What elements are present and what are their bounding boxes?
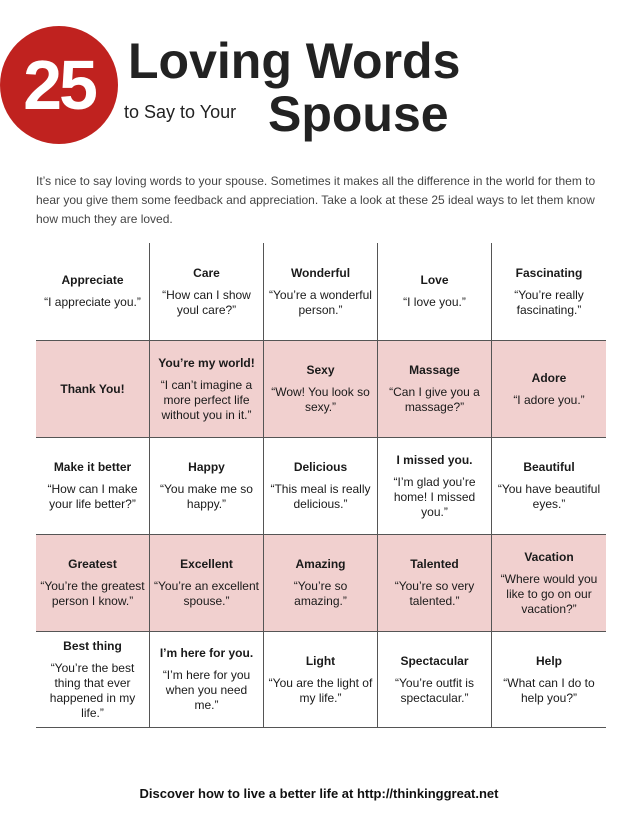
phrase-quote: “Where would you like to go on our vacation?” (500, 571, 598, 616)
phrase-cell (378, 534, 492, 631)
phrase-cell (264, 534, 378, 631)
page-subtitle-emphasis: Spouse (268, 86, 449, 142)
phrases-grid (36, 243, 606, 728)
phrase-title: Light (305, 653, 336, 668)
phrase-cell (264, 243, 378, 340)
phrase-title: Talented (410, 557, 459, 571)
phrase-cell (36, 340, 150, 437)
phrase-quote: “I appreciate you.” (44, 295, 141, 309)
phrase-cell (264, 631, 378, 728)
phrase-quote: “You’re the greatest person I know.” (40, 579, 145, 608)
phrase-cell (150, 437, 264, 534)
phrase-cell (264, 340, 378, 437)
phrase-quote: “You’re the best thing that ever happened in my life.” (49, 660, 136, 720)
phrase-quote: “How can I make your life better?” (47, 482, 138, 511)
phrase-quote: “You’re outfit is spectacular.” (395, 675, 474, 705)
phrase-title: Amazing (295, 557, 346, 571)
phrase-cell (378, 437, 492, 534)
phrase-title: Appreciate (61, 273, 124, 287)
header (0, 0, 638, 170)
phrase-title: Thank You! (60, 381, 125, 396)
intro-paragraph: It’s nice to say loving words to your spouse. Sometimes it makes all the difference in the world for them to hear you give them some feedback and appreciation. Take a look at these 25 ideal ways to let them know how much they are loved. (36, 174, 596, 226)
phrase-cell (492, 243, 606, 340)
phrase-title: Wonderful (290, 265, 351, 280)
phrase-quote: “Can I give you a massage?” (389, 385, 480, 414)
phrase-quote: “You’re a wonderful person.” (269, 287, 372, 317)
phrase-title: You’re my world! (158, 355, 255, 370)
phrase-title: Beautiful (523, 460, 575, 474)
phrase-quote: “You’re an excellent spouse.” (154, 579, 259, 608)
phrase-cell (492, 631, 606, 728)
phrase-title: Delicious (293, 460, 348, 474)
phrase-quote: “Wow! You look so sexy.” (271, 385, 370, 414)
phrase-title: Happy (188, 460, 225, 474)
phrase-title: I’m here for you. (159, 646, 254, 660)
phrase-title: Adore (531, 370, 567, 385)
phrase-cell (36, 534, 150, 631)
phrase-quote: “You’re really fascinating.” (514, 287, 584, 317)
phrase-title: I missed you. (396, 452, 473, 467)
phrase-cell (492, 534, 606, 631)
phrase-quote: “How can I show youl care?” (162, 287, 251, 317)
phrase-title: Fascinating (515, 265, 583, 280)
phrase-quote: “I’m glad you’re home! I missed you.” (393, 474, 476, 519)
phrase-title: Love (420, 273, 449, 287)
number-badge: 25 (0, 26, 118, 144)
phrase-cell (36, 437, 150, 534)
phrase-quote: “This meal is really delicious.” (270, 482, 371, 511)
phrase-quote: “I’m here for you when you need me.” (162, 668, 251, 712)
phrase-quote: “You’re so very talented.” (394, 579, 475, 608)
phrase-quote: “What can I do to help you?” (503, 675, 595, 705)
phrase-quote: “I can’t imagine a more perfect life without you in it.” (160, 377, 253, 422)
phrase-quote: “I adore you.” (513, 392, 585, 407)
page-subtitle: to Say to Your (124, 102, 237, 122)
page-title: Loving Words (128, 33, 461, 89)
phrase-quote: “You make me so happy.” (160, 482, 253, 511)
phrase-cell (150, 534, 264, 631)
phrase-quote: “You have beautiful eyes.” (497, 482, 601, 511)
phrase-cell (378, 243, 492, 340)
phrase-cell (264, 437, 378, 534)
phrase-title: Excellent (180, 557, 233, 571)
phrase-title: Spectacular (400, 653, 469, 668)
phrase-cell (150, 631, 264, 728)
phrase-title: Make it better (53, 460, 132, 474)
phrase-cell (492, 340, 606, 437)
phrase-title: Greatest (68, 557, 117, 571)
phrase-cell (150, 340, 264, 437)
phrase-cell (36, 243, 150, 340)
phrase-cell (378, 631, 492, 728)
phrase-quote: “You’re so amazing.” (293, 579, 348, 608)
phrase-title: Massage (409, 363, 460, 377)
phrase-title: Help (535, 653, 562, 668)
phrase-title: Best thing (63, 638, 122, 653)
phrase-cell (150, 243, 264, 340)
phrase-cell (378, 340, 492, 437)
phrase-quote: “I love you.” (403, 295, 466, 309)
phrase-title: Sexy (306, 363, 335, 377)
phrase-cell (36, 631, 150, 728)
footer-link-text: Discover how to live a better life at http://thinkinggreat.net (139, 786, 499, 801)
phrase-title: Care (193, 265, 220, 280)
phrase-title: Vacation (524, 549, 574, 564)
phrase-quote: “You are the light of my life.” (268, 675, 373, 705)
phrase-cell (492, 437, 606, 534)
